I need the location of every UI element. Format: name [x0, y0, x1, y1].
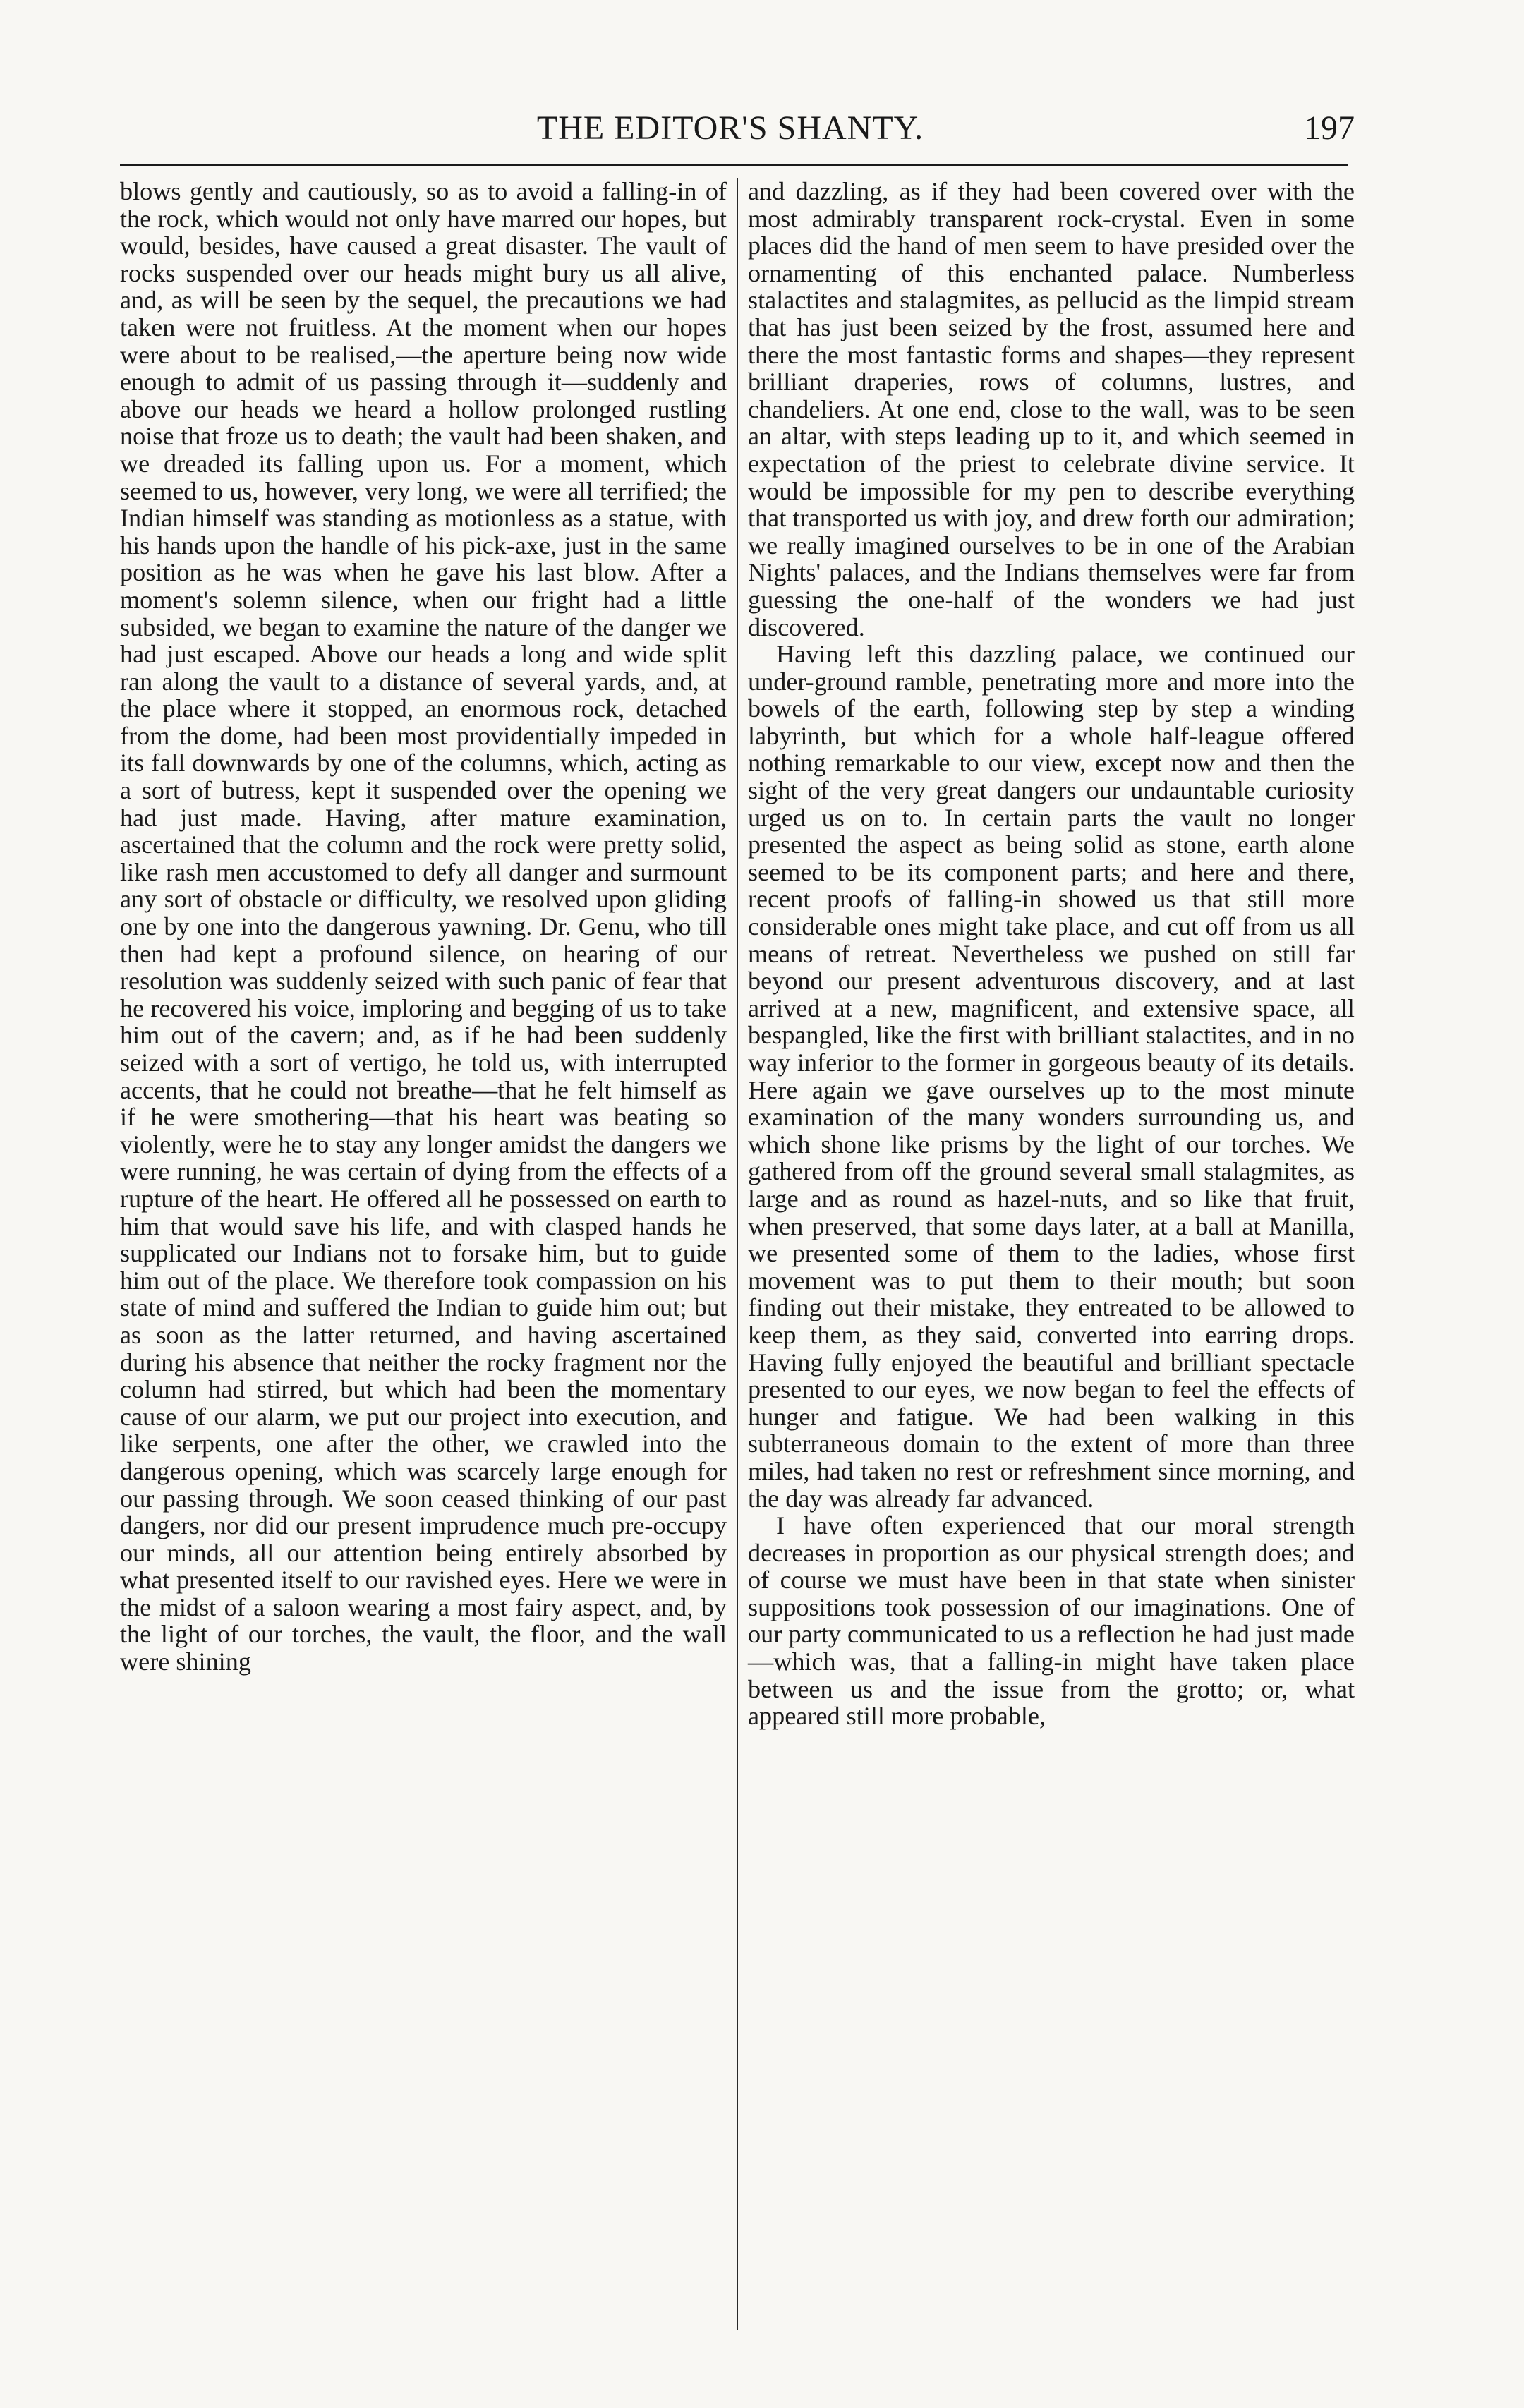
column-divider	[737, 178, 738, 2330]
paragraph: I have often experienced that our moral strength decreases in proportion as our physical strength does; and of course we must have been in that state when sinister suppositions took possession of our imaginations. One of our party communicated to us a reflection he had just made—which was, that a falling-in might have taken place between us and the issue from the grotto; or, what appeared still more probable,	[748, 1511, 1355, 1731]
page-header-title: THE EDITOR'S SHANTY.	[536, 109, 924, 147]
page-number: 197	[1304, 109, 1355, 147]
left-column	[120, 178, 727, 1676]
paragraph: blows gently and cautiously, so as to avoid a falling-in of the rock, which would not only have marred our hopes, but would, besides, have caused a great disaster. The vault of rocks suspended over our heads might bury us all alive, and, as will be seen by the sequel, the precautions we had taken were not fruitless. At the moment when our hopes were about to be realised,—the aperture being now wide enough to admit of us passing through it—suddenly and above our heads we heard a hollow prolonged rustling noise that froze us to death; the vault had been shaken, and we dreaded its falling upon us. For a moment, which seemed to us, however, very long, we were all terrified; the Indian himself was standing as motionless as a statue, with his hands upon the handle of his pick-axe, just in the same position as he was when he gave his last blow. After a moment's solemn silence, when our fright had a little subsided, we began to examine the nature of the danger we had just escaped. Above our heads a long and wide split ran along the vault to a distance of several yards, and, at the place where it stopped, an enormous rock, detached from the dome, had been most providentially impeded in its fall downwards by one of the columns, which, acting as a sort of butress, kept it suspended over the opening we had just made. Having, after mature examination, ascertained that the column and the rock were pretty solid, like rash men accustomed to defy all danger and surmount any sort of obstacle or difficulty, we resolved upon gliding one by one into the dangerous yawning. Dr. Genu, who till then had kept a profound silence, on hearing of our resolution was suddenly seized with such panic of fear that he recovered his voice, imploring and begging of us to take him out of the cavern; and, as if he had been suddenly seized with a sort of vertigo, he told us, with interrupted accents, that he could not breathe—that he felt himself as if he were smothering—that his heart was beating so violently, were he to stay any longer amidst the dangers we were running, he was certain of dying from the effects of a rupture of the heart. He offered all he possessed on earth to him that would save his life, and with clasped hands he supplicated our Indians not to forsake him, but to guide him out of the place. We therefore took compassion on his state of mind and suffered the Indian to guide him out; but as soon as the latter returned, and having ascertained during his absence that neither the rocky fragment nor the column had stirred, but which had been the momentary cause of our alarm, we put our project into execution, and like serpents, one after the other, we crawled into the dangerous opening, which was scarcely large enough for our passing through. We soon ceased thinking of our past dangers, nor did our present imprudence much pre-occupy our minds, all our attention being entirely absorbed by what presented itself to our ravished eyes. Here we were in the midst of a saloon wearing a most fairy aspect, and, by the light of our torches, the vault, the floor, and the wall were shining	[120, 177, 727, 1676]
header-rule	[120, 164, 1348, 166]
paragraph: Having left this dazzling palace, we continued our under-ground ramble, penetrating more and more into the bowels of the earth, following step by step a winding labyrinth, but which for a whole half-league offered nothing remarkable to our view, except now and then the sight of the very great dangers our undauntable curiosity urged us on to. In certain parts the vault no longer presented the aspect as being solid as stone, earth alone seemed to be its component parts; and here and there, recent proofs of falling-in showed us that still more considerable ones might take place, and cut off from us all means of retreat. Nevertheless we pushed on still far beyond our present adventurous discovery, and at last arrived at a new, magnificent, and extensive space, all bespangled, like the first with brilliant stalactites, and in no way inferior to the former in gorgeous beauty of its details. Here again we gave ourselves up to the most minute examination of the many wonders surrounding us, and which shone like prisms by the light of our torches. We gathered from off the ground several small stalagmites, as large and as round as hazel-nuts, and so like that fruit, when preserved, that some days later, at a ball at Manilla, we presented some of them to the ladies, whose first movement was to put them to their mouth; but soon finding out their mistake, they entreated to be allowed to keep them, as they said, converted into earring drops. Having fully enjoyed the beautiful and brilliant spectacle presented to our eyes, we now began to feel the effects of hunger and fatigue. We had been walking in this subterraneous domain to the extent of more than three miles, had taken no rest or refreshment since morning, and the day was already far advanced.	[748, 640, 1355, 1513]
paragraph: and dazzling, as if they had been covered over with the most admirably transparent rock-crystal. Even in some places did the hand of men seem to have presided over the ornamenting of this enchanted palace. Numberless stalactites and stalagmites, as pellucid as the limpid stream that has just been seized by the frost, assumed here and there the most fantastic forms and shapes—they represent brilliant draperies, rows of columns, lustres, and chandeliers. At one end, close to the wall, was to be seen an altar, with steps leading up to it, and which seemed in expectation of the priest to celebrate divine service. It would be impossible for my pen to describe everything that transported us with joy, and drew forth our admiration; we really imagined ourselves to be in one of the Arabian Nights' palaces, and the Indians themselves were far from guessing the one-half of the wonders we had just discovered.	[748, 177, 1355, 641]
right-column	[748, 178, 1355, 1730]
running-header	[106, 106, 1355, 155]
